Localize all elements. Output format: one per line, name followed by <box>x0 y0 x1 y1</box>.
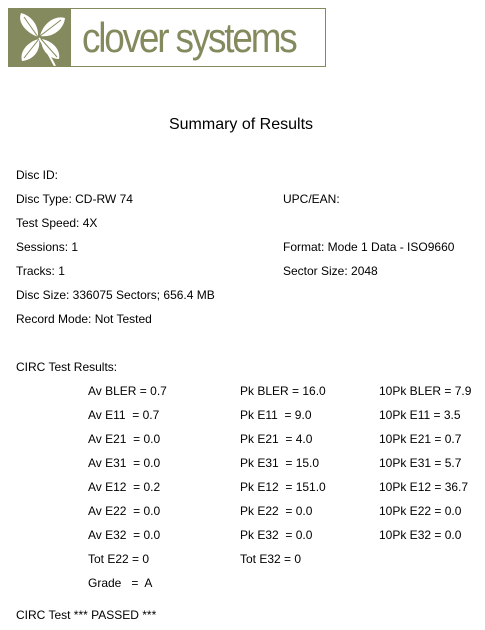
10pk-e11: 10Pk E11 = 3.5 <box>379 408 461 422</box>
10pk-e31: 10Pk E31 = 5.7 <box>379 456 462 470</box>
clover-leaf-icon <box>9 9 71 66</box>
logo-wordmark: clover systems <box>82 14 296 61</box>
format: Format: Mode 1 Data - ISO9660 <box>283 240 455 254</box>
av-e21: Av E21 = 0.0 <box>88 432 161 446</box>
clover-systems-logo <box>8 8 326 67</box>
disc-size: Disc Size: 336075 Sectors; 656.4 MB <box>16 288 215 302</box>
pk-e11: Pk E11 = 9.0 <box>240 408 312 422</box>
av-e11: Av E11 = 0.7 <box>88 408 160 422</box>
tot-e22: Tot E22 = 0 <box>88 552 150 566</box>
pk-e12: Pk E12 = 151.0 <box>240 480 326 494</box>
test-speed: Test Speed: 4X <box>16 216 98 230</box>
circ-heading: CIRC Test Results: <box>16 360 118 374</box>
10pk-e21: 10Pk E21 = 0.7 <box>379 432 462 446</box>
record-mode: Record Mode: Not Tested <box>16 312 152 326</box>
pk-e31: Pk E31 = 15.0 <box>240 456 320 470</box>
av-e31: Av E31 = 0.0 <box>88 456 161 470</box>
upc-ean: UPC/EAN: <box>283 192 340 206</box>
pk-e21: Pk E21 = 4.0 <box>240 432 313 446</box>
10pk-bler: 10Pk BLER = 7.9 <box>379 384 472 398</box>
10pk-e22: 10Pk E22 = 0.0 <box>379 504 462 518</box>
disc-type: Disc Type: CD-RW 74 <box>16 192 133 206</box>
tot-e32: Tot E32 = 0 <box>240 552 302 566</box>
disc-id: Disc ID: <box>16 168 58 182</box>
pk-e22: Pk E22 = 0.0 <box>240 504 313 518</box>
circ-test-status: CIRC Test *** PASSED *** <box>16 608 157 622</box>
pk-bler: Pk BLER = 16.0 <box>240 384 326 398</box>
av-e12: Av E12 = 0.2 <box>88 480 161 494</box>
tracks: Tracks: 1 <box>16 264 65 278</box>
page-title: Summary of Results <box>168 116 314 133</box>
10pk-e12: 10Pk E12 = 36.7 <box>379 480 469 494</box>
10pk-e32: 10Pk E32 = 0.0 <box>379 528 462 542</box>
sector-size: Sector Size: 2048 <box>283 264 378 278</box>
pk-e32: Pk E32 = 0.0 <box>240 528 313 542</box>
av-e22: Av E22 = 0.0 <box>88 504 161 518</box>
av-bler: Av BLER = 0.7 <box>88 384 167 398</box>
av-e32: Av E32 = 0.0 <box>88 528 161 542</box>
sessions: Sessions: 1 <box>16 240 79 254</box>
grade: Grade = A <box>88 576 153 590</box>
